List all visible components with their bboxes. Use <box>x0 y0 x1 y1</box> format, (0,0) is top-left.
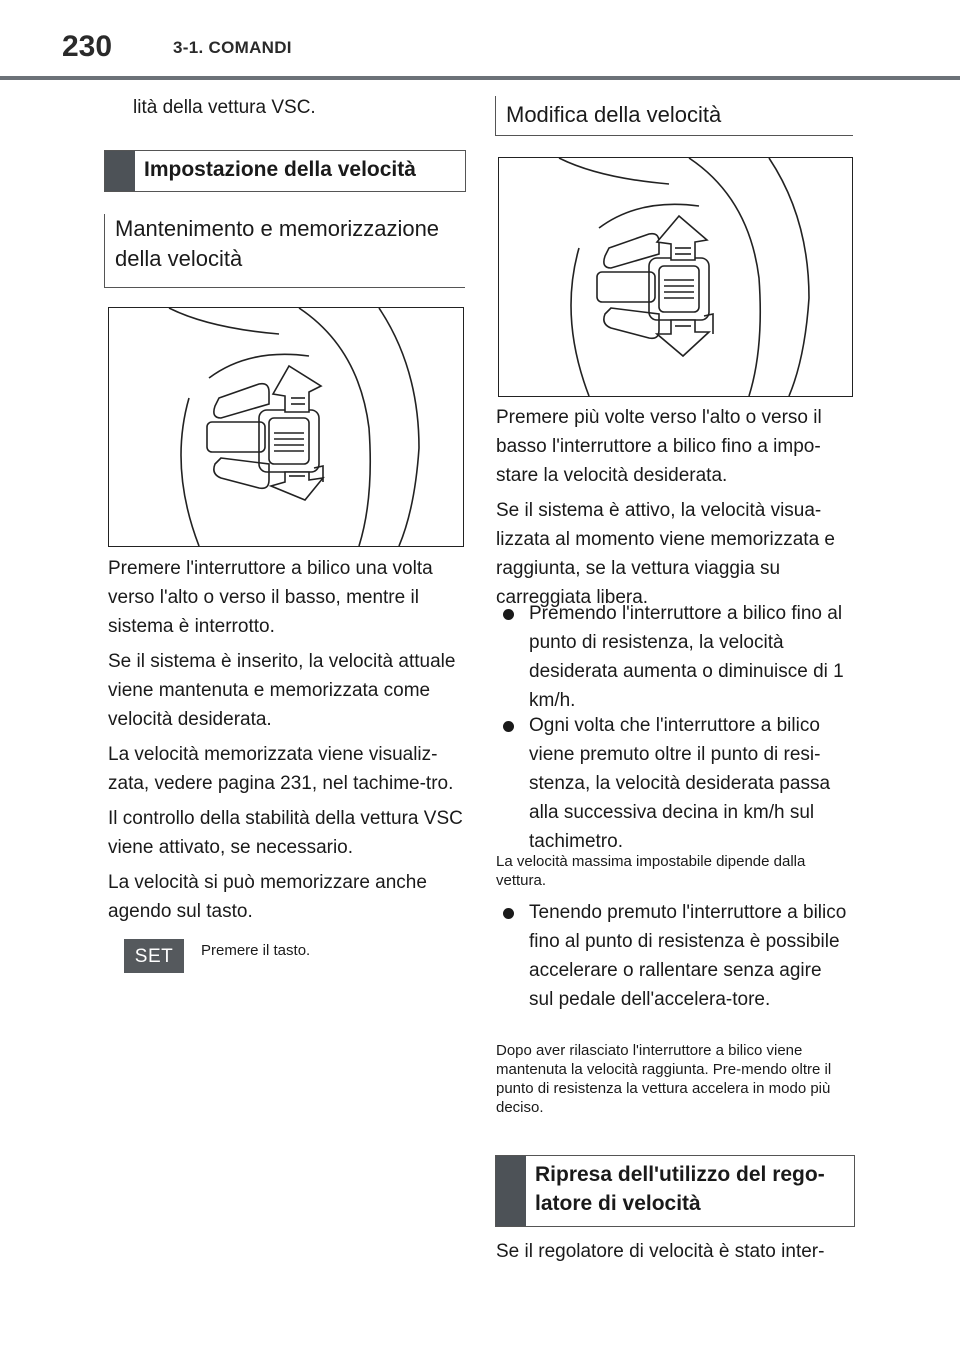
set-key-icon: SET <box>124 939 184 973</box>
bullet-item <box>503 599 848 715</box>
bullet-text: Tenendo premuto l'interruttore a bilico fino al punto di resistenza è possibile accelerare o rallentare senza agire sul pedale dell'accelera-tore. <box>529 902 847 1010</box>
intro-text: lità della vettura VSC. <box>133 97 316 118</box>
heading-text: Ripresa dell'utilizzo del rego-latore di velocità <box>535 1163 825 1215</box>
heading-ripresa <box>495 1155 855 1227</box>
note-text: Dopo aver rilasciato l'interruttore a bilico viene mantenuta la velocità raggiunta. Pre-mendo oltre il punto di resistenza la vettura accelera in modo più deciso. <box>496 1042 832 1116</box>
heading-bar <box>496 1156 526 1226</box>
header-rule <box>0 76 960 80</box>
key-description: Premere il tasto. <box>201 942 311 959</box>
paragraph: Se il sistema è inserito, la velocità attuale viene mantenuta e memorizzata come velocità desiderata. <box>108 651 456 730</box>
steering-switch-illustration-2 <box>498 157 853 397</box>
section-title: 3-1. COMANDI <box>173 38 292 57</box>
bullet-dot <box>503 721 514 732</box>
bullet-dot <box>503 908 514 919</box>
paragraph: Premere l'interruttore a bilico una volta verso l'alto o verso il basso, mentre il sistema è interrotto. <box>108 558 433 637</box>
heading-impostazione <box>104 150 466 192</box>
page-number: 230 <box>62 30 113 63</box>
paragraph: Il controllo della stabilità della vettura VSC viene attivato, se necessario. <box>108 808 463 858</box>
bullet-item <box>503 711 848 856</box>
bullet-text: Ogni volta che l'interruttore a bilico viene premuto oltre il punto di resi-stenza, la velocità desiderata passa alla successiva decina in km/h sul tachimetro. <box>529 715 831 852</box>
subheading-text: Mantenimento e memorizzazione della velocità <box>115 216 440 271</box>
heading-text: Impostazione della velocità <box>144 158 416 181</box>
paragraph: Se il regolatore di velocità è stato inter- <box>496 1241 825 1262</box>
subheading-rule <box>104 287 465 288</box>
page-header <box>0 0 960 80</box>
bullet-item <box>503 898 848 1014</box>
bullet-text: Premendo l'interruttore a bilico fino al punto di resistenza, la velocità desiderata aumenta o diminuisce di 1 km/h. <box>529 603 844 711</box>
subheading-mantenimento <box>104 214 465 288</box>
right-paragraphs <box>496 403 856 612</box>
paragraph: La velocità si può memorizzare anche agendo sul tasto. <box>108 872 427 922</box>
subheading-modifica <box>495 96 854 136</box>
paragraph: Premere più volte verso l'alto o verso il basso l'interruttore a bilico fino a impo-stare la velocità desiderata. <box>496 407 822 486</box>
note-text: La velocità massima impostabile dipende dalla vettura. <box>496 853 806 889</box>
left-paragraphs <box>108 554 468 926</box>
paragraph: Se il sistema è attivo, la velocità visua-lizzata al momento viene memorizzata e raggiunta, se la vettura viaggia su carreggiata libera. <box>496 500 835 608</box>
subheading-rule <box>495 135 853 136</box>
subheading-text: Modifica della velocità <box>506 102 722 127</box>
heading-bar <box>105 151 135 191</box>
steering-switch-illustration-1 <box>108 307 464 547</box>
paragraph: La velocità memorizzata viene visualiz-zata, vedere pagina 231, nel tachime-tro. <box>108 744 454 794</box>
bullet-dot <box>503 609 514 620</box>
